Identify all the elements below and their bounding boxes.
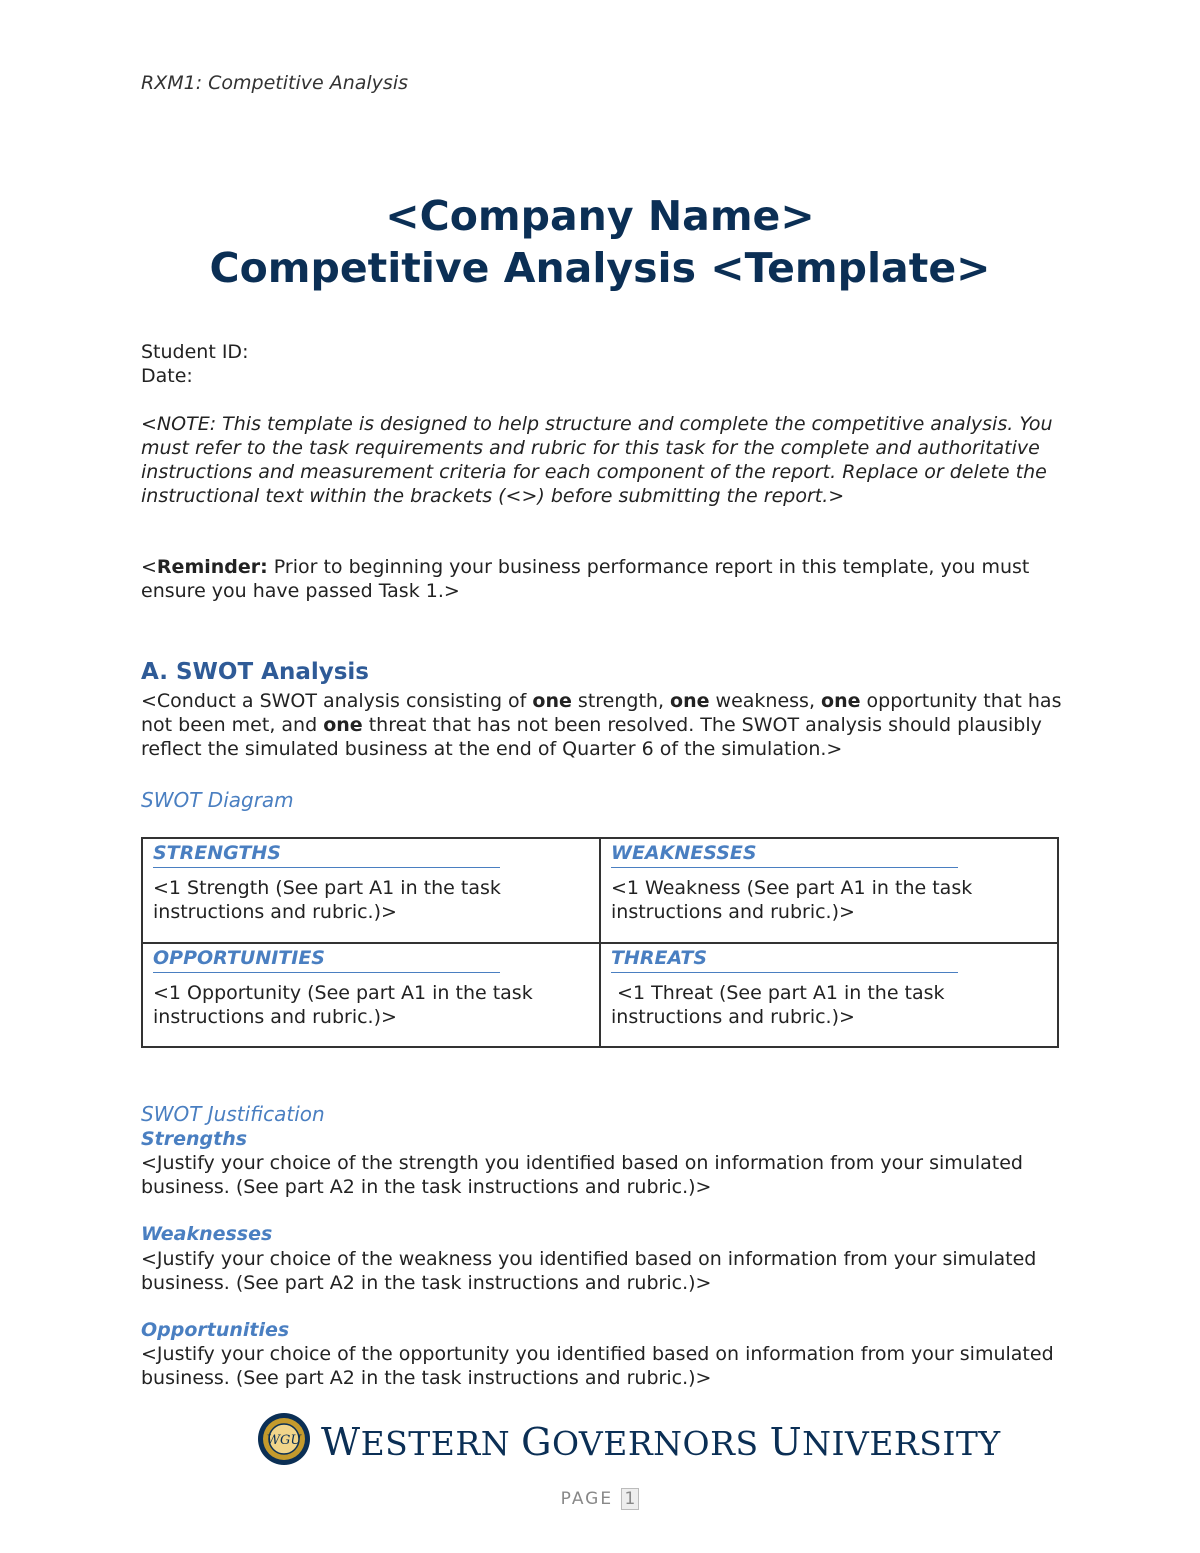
swot-cell-opportunities: [142, 943, 600, 1048]
date-label: Date:: [141, 365, 193, 387]
swot-threats-title: THREATS: [611, 947, 958, 973]
page-number-footer: [0, 1488, 1200, 1510]
swot-weaknesses-title: WEAKNESSES: [611, 842, 958, 868]
justification-opportunities-text: <Justify your choice of the opportunity you identified based on information from your simulated business. (See part A2 in the task instructions and rubric.)>: [141, 1343, 1054, 1389]
justification-strengths-text: <Justify your choice of the strength you identified based on information from your simulated business. (See part A2 in the task instructions and rubric.)>: [141, 1152, 1023, 1198]
swot-threats-text: <1 Threat (See part A1 in the task instructions and rubric.)>: [611, 981, 951, 1028]
section-a-intro: [141, 689, 1066, 761]
swot-strengths-text: <1 Strength (See part A1 in the task instructions and rubric.)>: [153, 877, 501, 923]
justification-weaknesses-label: Weaknesses: [141, 1223, 273, 1245]
document-title: [0, 190, 1200, 294]
seal-monogram: WGU: [266, 1433, 302, 1448]
swot-diagram-table: [141, 837, 1059, 1048]
intro-part: strength,: [571, 690, 671, 712]
swot-cell-strengths: [142, 838, 600, 943]
intro-emphasis: one: [670, 690, 710, 712]
intro-emphasis: one: [532, 690, 572, 712]
swot-opportunities-title: OPPORTUNITIES: [153, 947, 500, 973]
reminder-open: <: [141, 556, 157, 578]
intro-emphasis: one: [323, 714, 363, 736]
section-a-heading: A. SWOT Analysis: [141, 659, 369, 685]
student-id-label: Student ID:: [141, 341, 249, 363]
running-header: RXM1: Competitive Analysis: [141, 72, 409, 94]
swot-weaknesses-text: <1 Weakness (See part A1 in the task instructions and rubric.)>: [611, 877, 973, 923]
page-number: 1: [621, 1488, 640, 1510]
intro-part: weakness,: [709, 690, 822, 712]
university-seal-icon: [257, 1412, 311, 1466]
intro-part: opportunity that has not been met, and: [141, 690, 1062, 736]
student-info: [141, 340, 1066, 388]
title-subtitle: Competitive Analysis <Template>: [209, 244, 991, 292]
university-wordmark: WESTERN GOVERNORS UNIVERSITY: [321, 1420, 1001, 1464]
page-label: PAGE: [560, 1489, 614, 1509]
swot-cell-threats: [600, 943, 1058, 1048]
swot-opportunities-text: <1 Opportunity (See part A1 in the task instructions and rubric.)>: [153, 981, 533, 1028]
wgu-logo: [257, 1410, 1001, 1470]
justification-strengths-label: Strengths: [141, 1128, 248, 1150]
intro-part: <Conduct a SWOT analysis consisting of: [141, 690, 533, 712]
reminder-text: Prior to beginning your business performance report in this template, you must ensure you have passed Task 1.>: [141, 556, 1030, 602]
swot-diagram-heading: SWOT Diagram: [141, 788, 294, 812]
swot-strengths-title: STRENGTHS: [153, 842, 500, 868]
intro-emphasis: one: [821, 690, 861, 712]
swot-cell-weaknesses: [600, 838, 1058, 943]
reminder-label: Reminder:: [156, 556, 268, 578]
intro-part: threat that has not been resolved. The SWOT analysis should plausibly reflect the simulated business at the end of Quarter 6 of the simulation.>: [141, 714, 1042, 760]
reminder-paragraph: [141, 555, 1066, 603]
title-company-name: <Company Name>: [385, 192, 815, 240]
justification-weaknesses-text: <Justify your choice of the weakness you identified based on information from your simulated business. (See part A2 in the task instructions and rubric.)>: [141, 1248, 1037, 1294]
template-note: <NOTE: This template is designed to help structure and complete the competitive analysis. You must refer to the task requirements and rubric for this task for the complete and authoritative instructions and measurement criteria for each component of the report. Replace or delete the instructional text within the brackets (<>) before submitting the report.>: [141, 413, 1053, 507]
justification-opportunities-label: Opportunities: [141, 1319, 290, 1341]
swot-justification-heading: SWOT Justification: [141, 1102, 325, 1126]
